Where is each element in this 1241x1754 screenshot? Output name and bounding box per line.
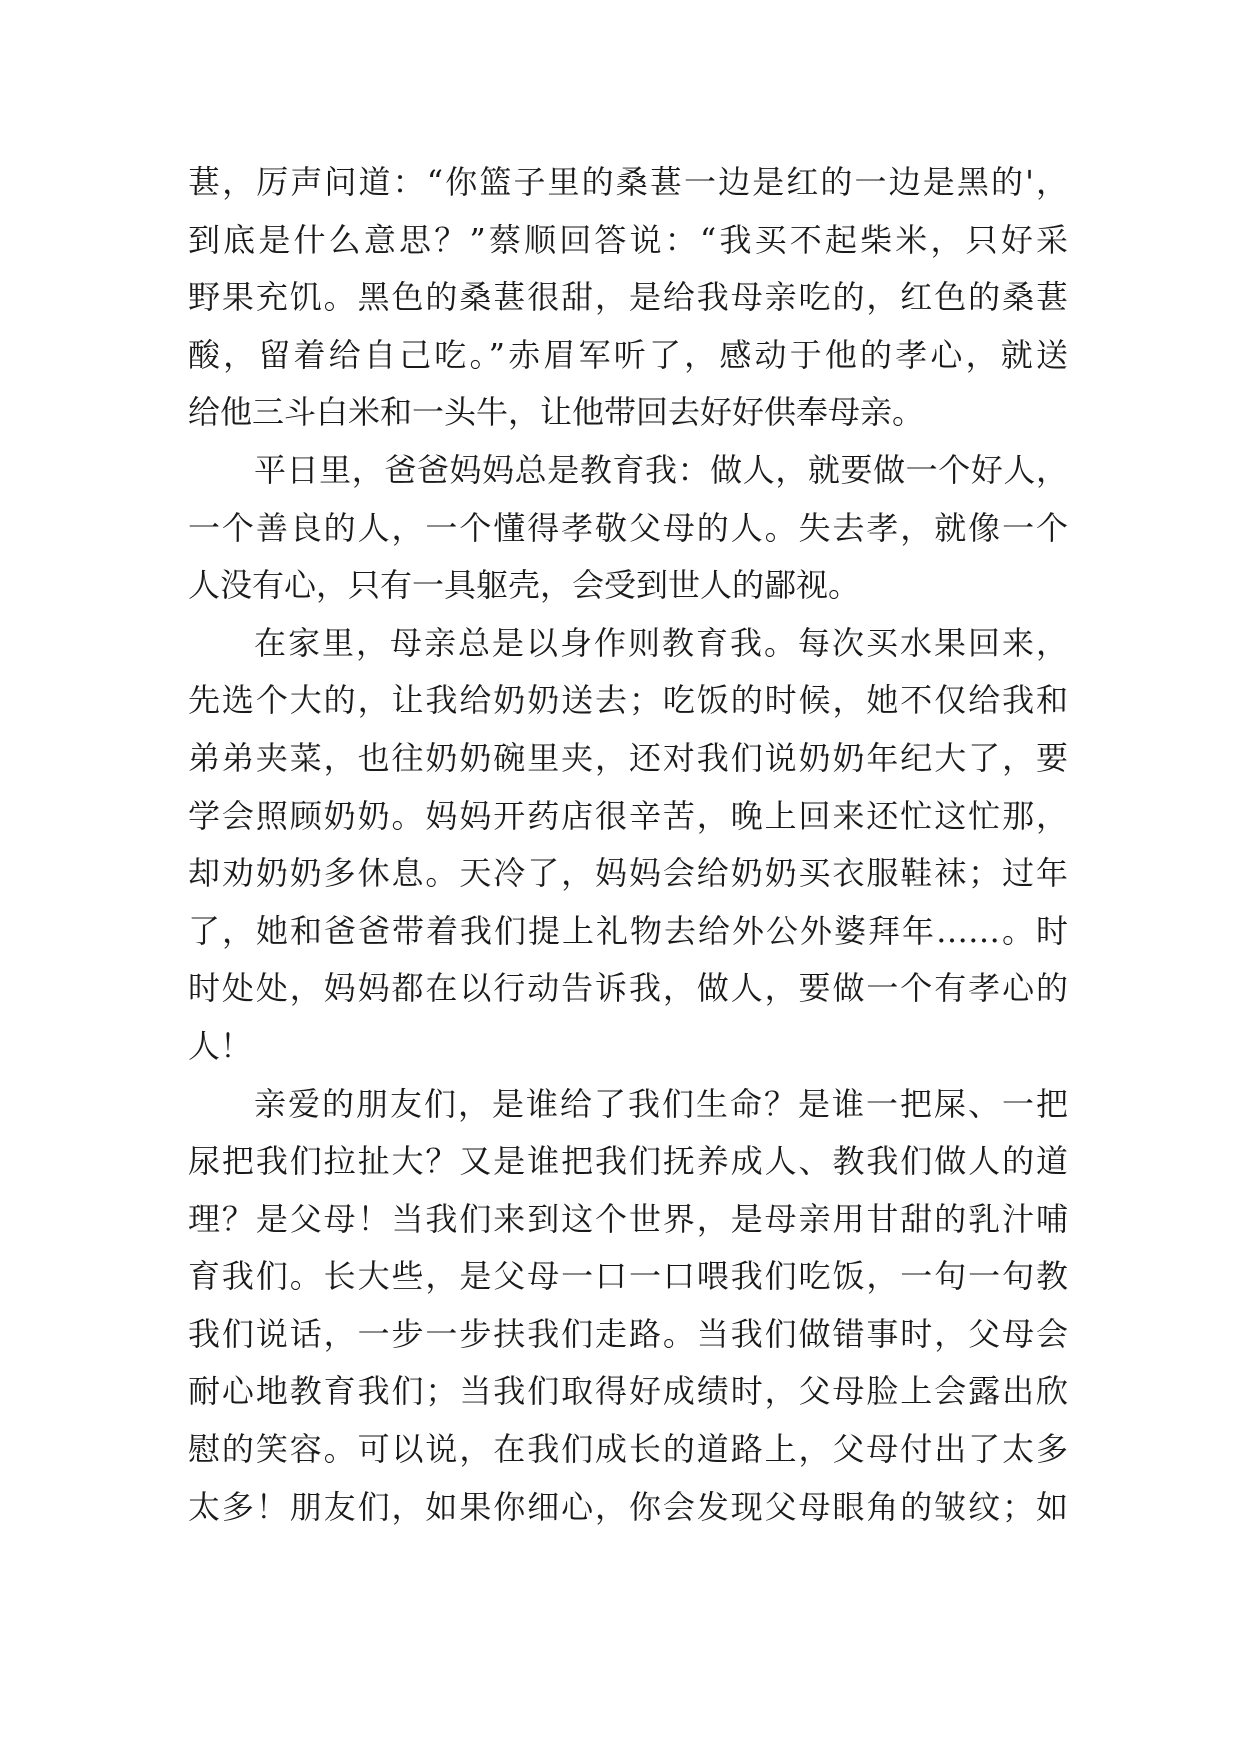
text-line: 理？是父母！当我们来到这个世界，是母亲用甘甜的乳汁哺 bbox=[188, 1199, 1068, 1238]
text-line: 在家里，母亲总是以身作则教育我。每次买水果回来， bbox=[254, 623, 1068, 662]
text-line: 到底是什么意思？”蔡顺回答说：“我买不起柴米，只好采 bbox=[188, 220, 1068, 259]
document-body bbox=[188, 154, 1068, 1536]
text-line: 平日里，爸爸妈妈总是教育我：做人，就要做一个好人， bbox=[254, 450, 1068, 489]
paragraph bbox=[188, 615, 1068, 1076]
text-line: 耐心地教育我们；当我们取得好成绩时，父母脸上会露出欣 bbox=[188, 1372, 1068, 1411]
text-line: 弟弟夹菜，也往奶奶碗里夹，还对我们说奶奶年纪大了，要 bbox=[188, 738, 1068, 777]
paragraph bbox=[188, 442, 1068, 615]
paragraph bbox=[188, 1076, 1068, 1537]
text-line: 一个善良的人，一个懂得孝敬父母的人。失去孝，就像一个 bbox=[188, 508, 1068, 547]
text-line: 太多！朋友们，如果你细心，你会发现父母眼角的皱纹；如 bbox=[188, 1487, 1068, 1526]
text-line: 人！ bbox=[188, 1026, 253, 1065]
text-line: 酸，留着给自己吃。”赤眉军听了，感动于他的孝心，就送 bbox=[188, 335, 1068, 374]
text-line: 葚，厉声问道：“你篮子里的桑葚一边是红的一边是黑的'， bbox=[188, 163, 1068, 201]
text-line: 时处处，妈妈都在以行动告诉我，做人，要做一个有孝心的 bbox=[188, 969, 1068, 1008]
text-line: 慰的笑容。可以说，在我们成长的道路上，父母付出了太多 bbox=[188, 1430, 1068, 1469]
text-line: 了，她和爸爸带着我们提上礼物去给外公外婆拜年……。时 bbox=[188, 911, 1068, 950]
text-line: 人没有心，只有一具躯壳，会受到世人的鄙视。 bbox=[188, 566, 861, 605]
text-line: 我们说话，一步一步扶我们走路。当我们做错事时，父母会 bbox=[188, 1314, 1068, 1353]
paragraph bbox=[188, 154, 1068, 442]
text-line: 却劝奶奶多休息。天冷了，妈妈会给奶奶买衣服鞋袜；过年 bbox=[188, 854, 1068, 893]
text-line: 亲爱的朋友们，是谁给了我们生命？是谁一把屎、一把 bbox=[254, 1084, 1068, 1123]
text-line: 育我们。长大些，是父母一口一口喂我们吃饭，一句一句教 bbox=[188, 1257, 1068, 1296]
text-line: 尿把我们拉扯大？又是谁把我们抚养成人、教我们做人的道 bbox=[188, 1142, 1068, 1181]
text-line: 野果充饥。黑色的桑葚很甜，是给我母亲吃的，红色的桑葚 bbox=[188, 278, 1068, 317]
text-line: 先选个大的，让我给奶奶送去；吃饭的时候，她不仅给我和 bbox=[188, 681, 1068, 720]
text-line: 学会照顾奶奶。妈妈开药店很辛苦，晚上回来还忙这忙那， bbox=[188, 796, 1068, 835]
text-line: 给他三斗白米和一头牛，让他带回去好好供奉母亲。 bbox=[188, 393, 925, 432]
